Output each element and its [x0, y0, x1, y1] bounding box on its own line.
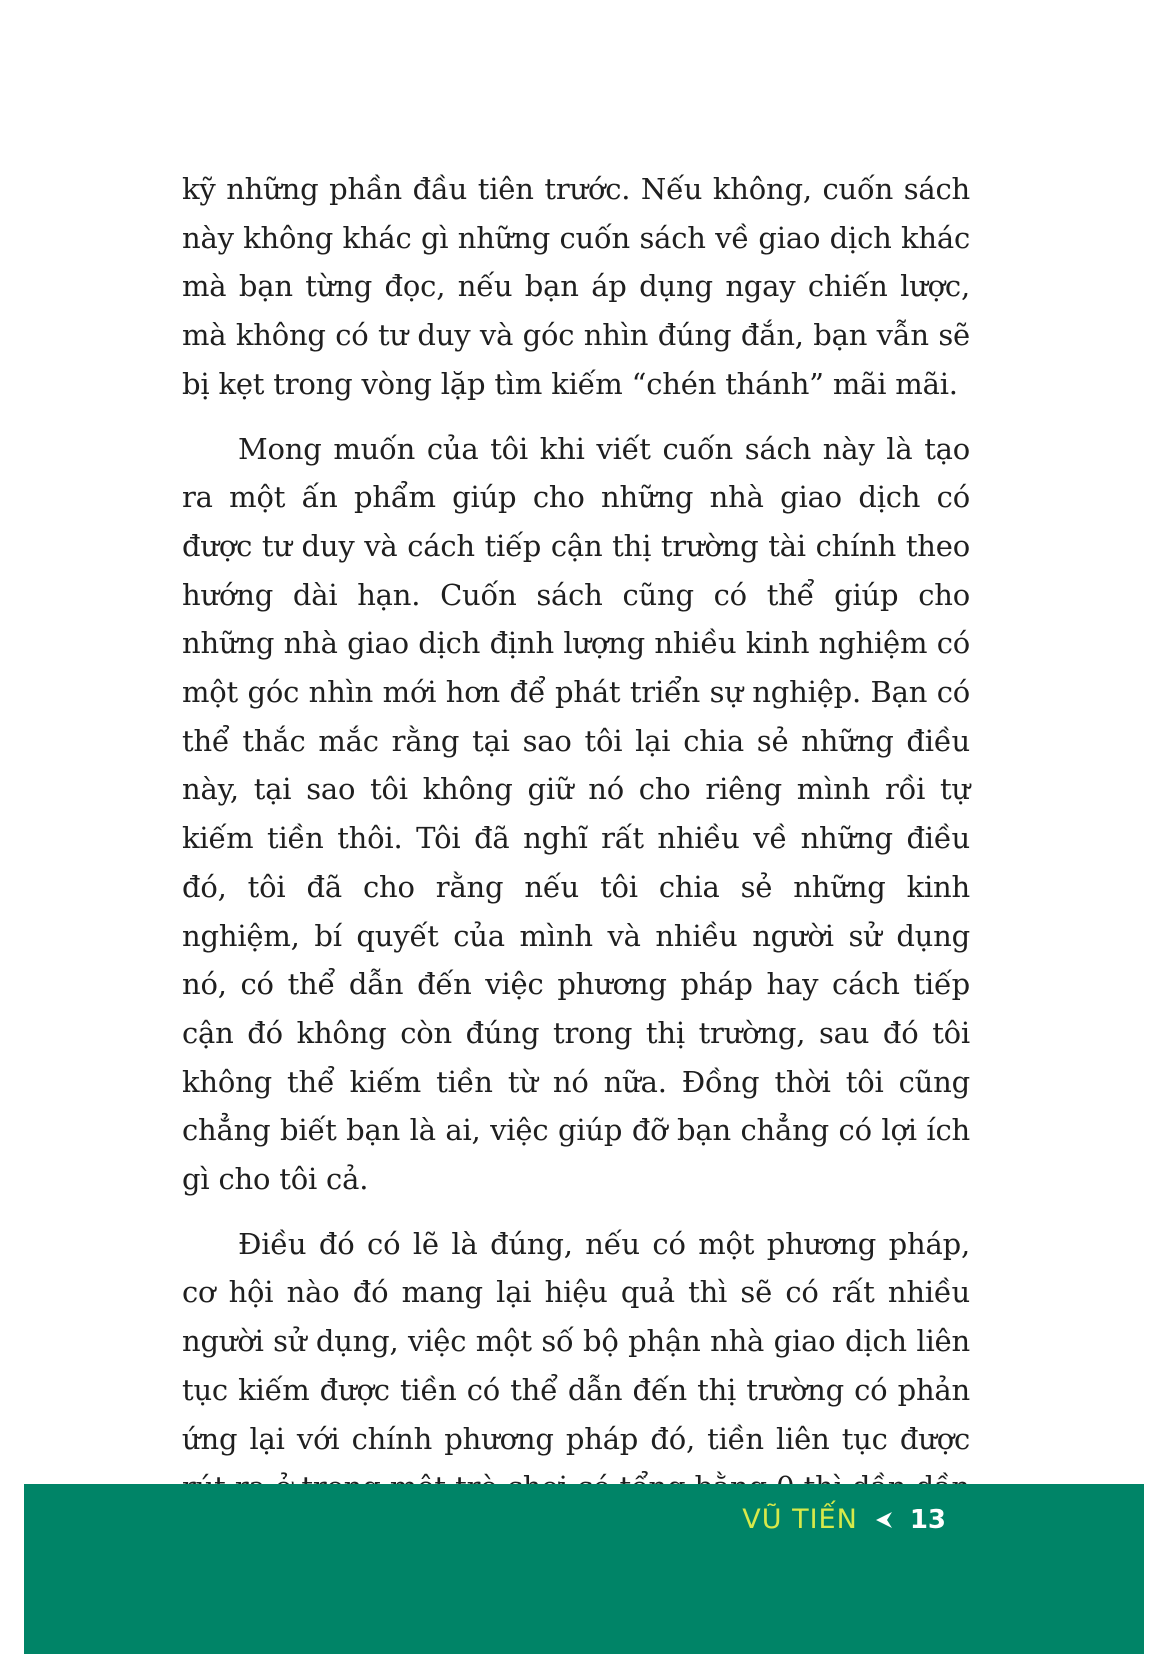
footer-band	[24, 1484, 1144, 1654]
page-number: 13	[909, 1504, 946, 1535]
footer-content	[742, 1504, 946, 1535]
paragraph-2: Mong muốn của tôi khi viết cuốn sách này là tạo ra một ấn phẩm giúp cho những nhà giao dịch có được tư duy và cách tiếp cận thị trường tài chính theo hướng dài hạn. Cuốn sách cũng có thể giúp cho những nhà giao dịch định lượng nhiều kinh nghiệm có một góc nhìn mới hơn để phát triển sự nghiệp. Bạn có thể thắc mắc rằng tại sao tôi lại chia sẻ những điều này, tại sao tôi không giữ nó cho riêng mình rồi tự kiếm tiền thôi. Tôi đã nghĩ rất nhiều về những điều đó, tôi đã cho rằng nếu tôi chia sẻ những kinh nghiệm, bí quyết của mình và nhiều người sử dụng nó, có thể dẫn đến việc phương pháp hay cách tiếp cận đó không còn đúng trong thị trường, sau đó tôi không thể kiếm tiền từ nó nữa. Đồng thời tôi cũng chẳng biết bạn là ai, việc giúp đỡ bạn chẳng có lợi ích gì cho tôi cả.	[182, 431, 970, 1197]
paragraph-3: Điều đó có lẽ là đúng, nếu có một phương pháp, cơ hội nào đó mang lại hiệu quả thì sẽ có rất nhiều người sử dụng, việc một số bộ phận nhà giao dịch liên tục kiếm được tiền có thể dẫn đến thị trường có phản ứng lại với chính phương pháp đó, tiền liên tục được	[182, 1226, 970, 1456]
triangle-left-icon	[874, 1510, 894, 1530]
paragraph-1: kỹ những phần đầu tiên trước. Nếu không, cuốn sách này không khác gì những cuốn sách về giao dịch khác mà bạn từng đọc, nếu bạn áp dụng ngay chiến lược, mà không có tư duy và góc nhìn đúng đắn, bạn vẫn sẽ bị kẹt trong vòng lặp tìm kiếm “chén thánh” mãi mãi.	[182, 172, 970, 401]
body-text	[182, 165, 970, 1561]
author-name: VŨ TIẾN	[742, 1504, 858, 1535]
